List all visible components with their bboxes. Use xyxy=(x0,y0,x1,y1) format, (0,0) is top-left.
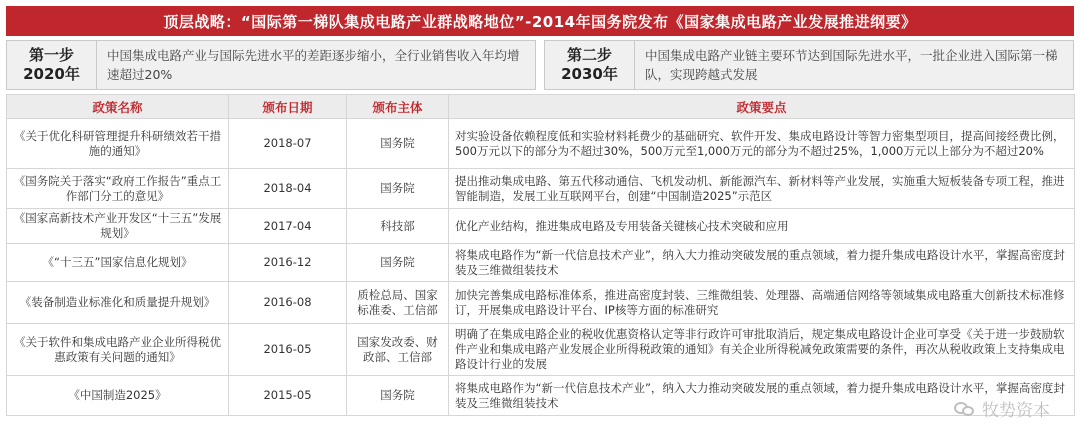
column-header-name: 政策名称 xyxy=(7,95,229,119)
step-year: 2030年 xyxy=(561,65,618,83)
table-header-row xyxy=(7,95,1075,119)
policy-issuer: 国家发改委、财政部、工信部 xyxy=(347,324,449,376)
policy-name: 《关于软件和集成电路产业企业所得税优惠政策有关问题的通知》 xyxy=(7,324,229,376)
policy-date: 2016-12 xyxy=(229,244,347,282)
policy-points: 明确了在集成电路企业的税收优惠资格认定等非行政许可审批取消后，规定集成电路设计企业可享受《关于进一步鼓励软件产业和集成电路产业发展企业所得税政策的通知》有关企业所得税减免政策需要的条件，再次从税收政策上支持集成电路设计行业的发展 xyxy=(449,324,1075,376)
step-label: 第一步 xyxy=(28,46,74,64)
policy-date: 2017-04 xyxy=(229,209,347,244)
policy-issuer: 科技部 xyxy=(347,209,449,244)
policy-points: 将集成电路作为“新一代信息技术产业”，纳入大力推动突破发展的重点领域，着力提升集成电路设计水平，掌握高密度封装及三维微组装技术 xyxy=(449,244,1075,282)
column-header-points: 政策要点 xyxy=(449,95,1075,119)
step-description: 中国集成电路产业与国际先进水平的差距逐步缩小，全行业销售收入年均增速超过20% xyxy=(107,48,520,82)
table-row xyxy=(7,244,1075,282)
policy-issuer: 国务院 xyxy=(347,119,449,169)
policy-points: 提出推动集成电路、第五代移动通信、飞机发动机、新能源汽车、新材料等产业发展，实施重大短板装备专项工程，推进智能制造，发展工业互联网平台，创建“中国制造2025”示范区 xyxy=(449,169,1075,209)
policy-issuer: 国务院 xyxy=(347,376,449,416)
policy-name: 《装备制造业标准化和质量提升规划》 xyxy=(7,282,229,324)
policy-points: 优化产业结构，推进集成电路及专用装备关键核心技术突破和应用 xyxy=(449,209,1075,244)
watermark xyxy=(954,396,1050,421)
policy-date: 2018-07 xyxy=(229,119,347,169)
table-row xyxy=(7,119,1075,169)
policy-name: 《国务院关于落实“政府工作报告”重点工作部门分工的意见》 xyxy=(7,169,229,209)
column-header-issuer: 颁布主体 xyxy=(347,95,449,119)
step-description: 中国集成电路产业链主要环节达到国际先进水平，一批企业进入国际第一梯队，实现跨越式发展 xyxy=(645,48,1058,82)
wechat-icon xyxy=(954,400,976,418)
column-header-date: 颁布日期 xyxy=(229,95,347,119)
step-heading xyxy=(7,41,97,89)
strategy-steps xyxy=(6,40,1074,90)
step-label: 第二步 xyxy=(566,46,612,64)
table-row xyxy=(7,376,1075,416)
policy-points: 对实验设备依赖程度低和实验材料耗费少的基础研究、软件开发、集成电路设计等智力密集型项目，提高间接经费比例，500万元以下的部分为不超过30%，500万元至1,000万元的部分为不超过25%，1,000万元以上部分为不超过20% xyxy=(449,119,1075,169)
policy-issuer: 国务院 xyxy=(347,169,449,209)
policy-issuer: 质检总局、国家标准委、工信部 xyxy=(347,282,449,324)
policy-date: 2016-05 xyxy=(229,324,347,376)
policy-issuer: 国务院 xyxy=(347,244,449,282)
watermark-text: 牧势资本 xyxy=(982,401,1050,421)
policy-points: 将集成电路作为“新一代信息技术产业”，纳入大力推动突破发展的重点领域，着力提升集成电路设计水平，掌握高密度封装及三维微组装技术 xyxy=(449,376,1075,416)
table-row xyxy=(7,169,1075,209)
policy-name: 《中国制造2025》 xyxy=(7,376,229,416)
table-row xyxy=(7,324,1075,376)
policy-points: 加快完善集成电路标准体系，推进高密度封装、三维微组装、处理器、高端通信网络等领域集成电路重大创新技术标准修订，开展集成电路设计平台、IP核等方面的标准研究 xyxy=(449,282,1075,324)
step-card-2 xyxy=(544,40,1074,90)
policy-name: 《关于优化科研管理提升科研绩效若干措施的通知》 xyxy=(7,119,229,169)
table-row xyxy=(7,282,1075,324)
step-card-1 xyxy=(6,40,536,90)
step-heading xyxy=(545,41,635,89)
policy-date: 2015-05 xyxy=(229,376,347,416)
policy-name: 《“十三五”国家信息化规划》 xyxy=(7,244,229,282)
policy-name: 《国家高新技术产业开发区“十三五”发展规划》 xyxy=(7,209,229,244)
policy-date: 2018-04 xyxy=(229,169,347,209)
table-row xyxy=(7,209,1075,244)
page-title: 顶层战略：“国际第一梯队集成电路产业群战略地位”-2014年国务院发布《国家集成电路产业发展推进纲要》 xyxy=(6,6,1074,36)
policy-table xyxy=(6,94,1075,416)
step-year: 2020年 xyxy=(23,65,80,83)
policy-date: 2016-08 xyxy=(229,282,347,324)
